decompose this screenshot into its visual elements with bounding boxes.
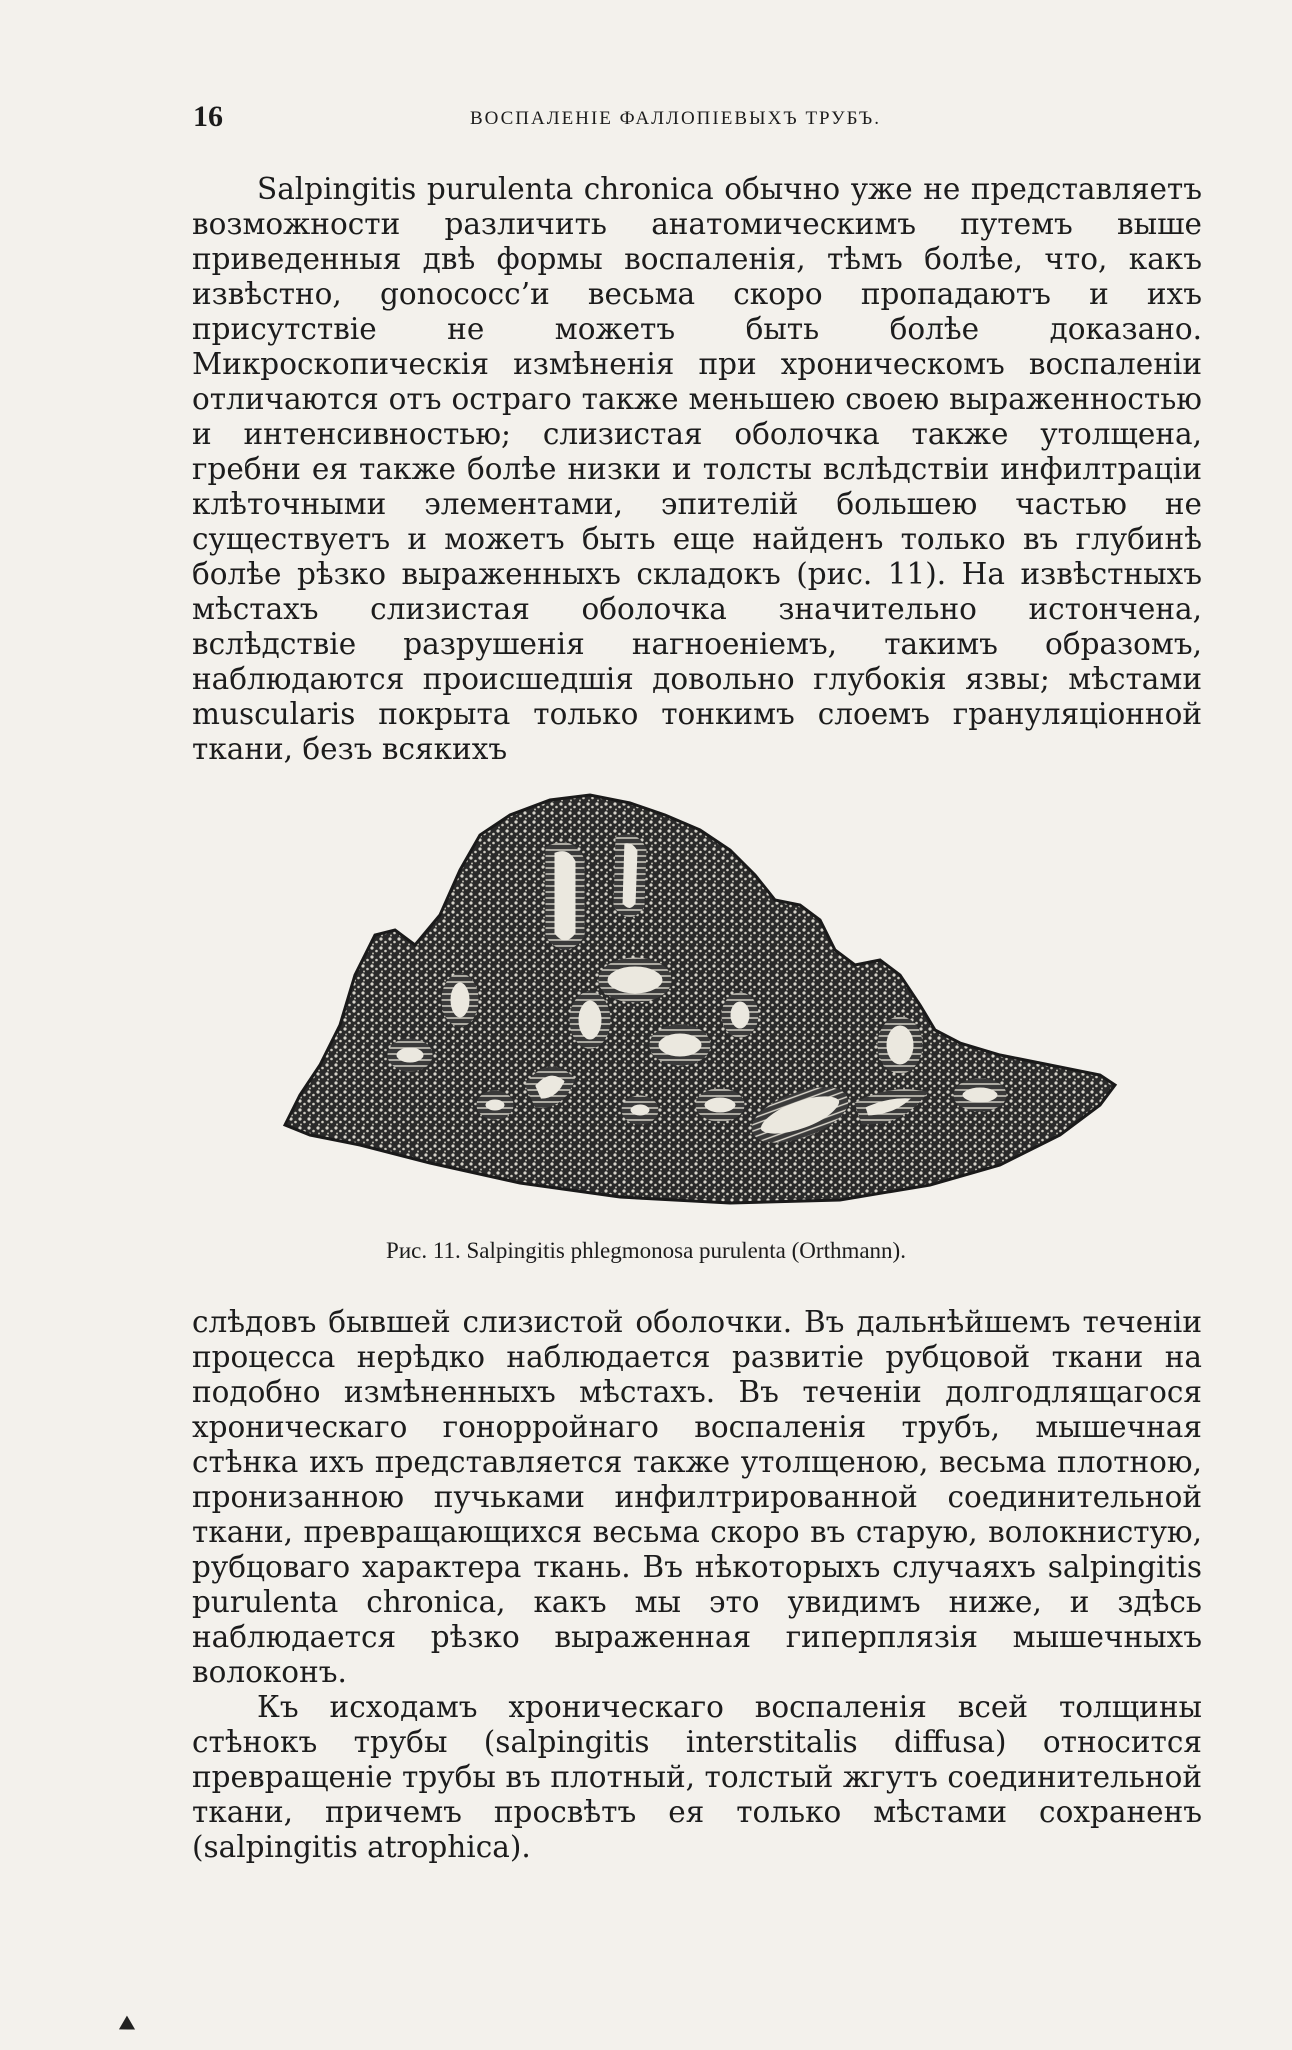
figure-illustration — [280, 775, 1120, 1205]
paragraph: Salpingitis purulenta chronica обычно уже не представляетъ возможности различить анатомическимъ путемъ выше приведенныя двѣ формы воспаленія, тѣмъ болѣе, что, какъ извѣстно, gonococc’и весьма скоро пропадаютъ и ихъ присутствіе не можетъ быть болѣе доказано. Микроскопическія измѣненія при хроническомъ воспаленіи отличаются отъ остраго также меньшею своею выраженностью и интенсивностью; слизистая оболочка также утолщена, гребни ея также болѣе низки и толсты вслѣдствіи инфилтраціи клѣточными элементами, эпителій большею частью не существуетъ и можетъ быть еще найденъ только въ глубинѣ болѣе рѣзко выраженныхъ складокъ (рис. 11). На извѣстныхъ мѣстахъ слизистая оболочка значительно истончена, вслѣдствіе разрушенія нагноеніемъ, такимъ образомъ, наблюдаются происшедшія довольно глубокія язвы; мѣстами muscularis покрыта только тонкимъ слоемъ грануляціонной ткани, безъ всякихъ — [192, 172, 1202, 766]
tissue-outline — [285, 795, 1115, 1203]
figure-caption: Рис. 11. Salpingitis phlegmonosa purulenta (Orthmann). — [386, 1238, 906, 1263]
corner-mark — [119, 2016, 139, 2037]
text-block-top — [192, 172, 1202, 767]
paragraph: слѣдовъ бывшей слизистой оболочки. Въ дальнѣйшемъ теченіи процесса нерѣдко наблюдается развитіе рубцовой ткани на подобно измѣненныхъ мѣстахъ. Въ теченіи долгодлящагося хроническаго гонорройнаго воспаленія трубъ, мышечная стѣнка ихъ представляется также утолщеною, весьма плотною, пронизанною пучьками инфилтрированной соединительной ткани, превращающихся весьма скоро въ старую, волокнистую, рубцоваго характера ткань. Въ нѣкоторыхъ случаяхъ salpingitis purulenta chronica, какъ мы это увидимъ ниже, и здѣсь наблюдается рѣзко выраженная гиперплязія мышечныхъ волоконъ. — [192, 1305, 1202, 1689]
tissue-section-engraving — [280, 775, 1120, 1205]
text-block-bottom — [192, 1305, 1202, 1865]
running-title: ВОСПАЛЕНІЕ ФАЛЛОПІЕВЫХЪ ТРУБЪ. — [470, 108, 881, 129]
page-number: 16 — [193, 100, 223, 133]
paragraph: Къ исходамъ хроническаго воспаленія всей толщины стѣнокъ трубы (salpingitis interstitalis diffusa) относится превращеніе трубы въ плотный, толстый жгутъ соединительной ткани, причемъ просвѣтъ ея только мѣстами сохраненъ (salpingitis atrophica). — [192, 1690, 1202, 1864]
